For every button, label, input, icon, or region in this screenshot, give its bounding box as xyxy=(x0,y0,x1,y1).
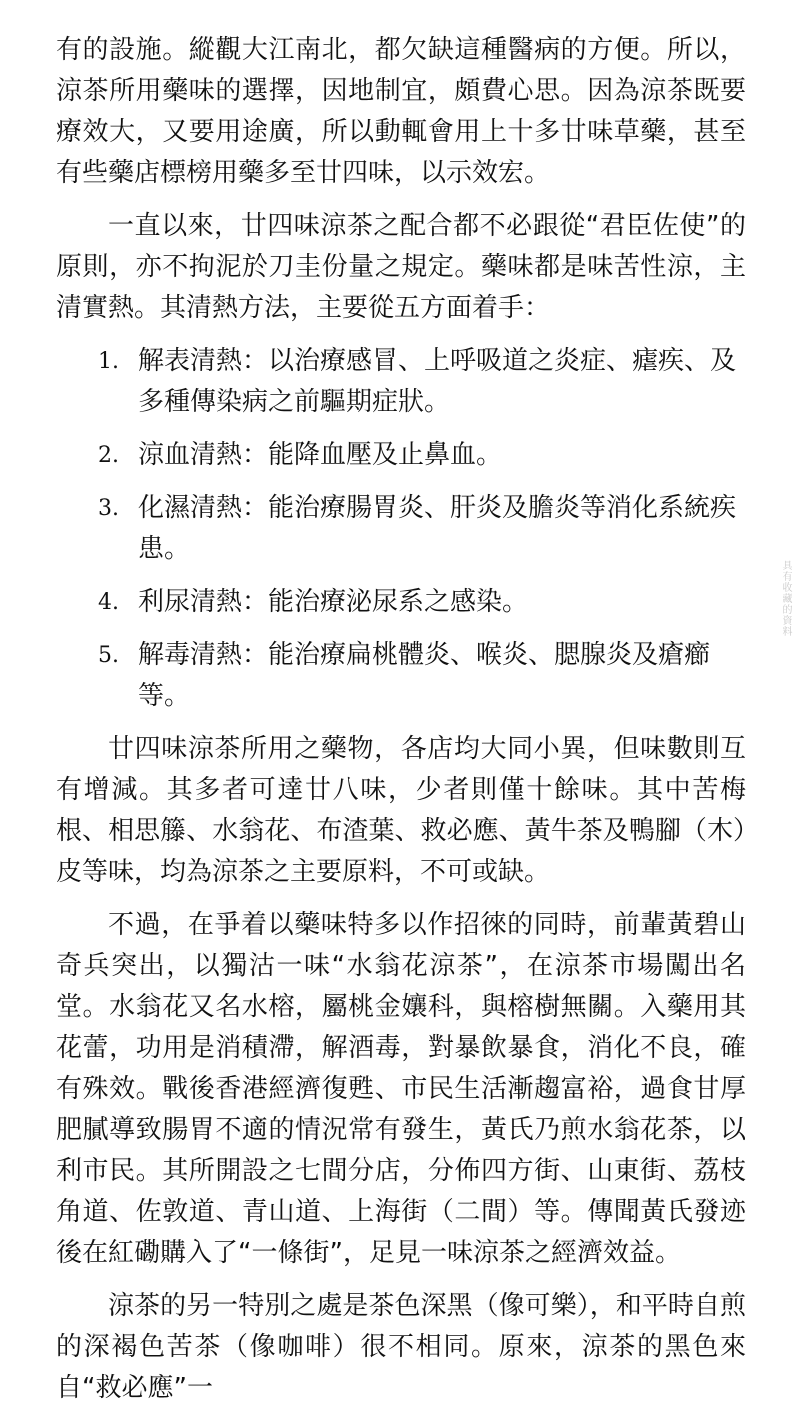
list-item xyxy=(56,341,746,423)
list-number: 2. xyxy=(98,443,119,468)
list-number: 3. xyxy=(98,496,119,521)
list-item xyxy=(56,582,746,623)
paragraph-3: 廿四味涼茶所用之藥物，各店均大同小異，但味數則互有增減。其多者可達廿八味，少者則僅十餘味。其中苦梅根、相思籐、水翁花、布渣葉、救必應、黃牛茶及鴨腳（木）皮等味，均為涼茶之主要原料，不可或缺。 xyxy=(56,734,746,887)
side-watermark: 具有收藏的資料 xyxy=(780,560,791,637)
body-text xyxy=(56,30,746,1409)
paragraph-1: 有的設施。縱觀大江南北，都欠缺這種醫病的方便。所以，涼茶所用藥味的選擇，因地制宜，頗費心思。因為涼茶既要療效大，又要用途廣，所以動輒會用上十多廿味草藥，甚至有些藥店標榜用藥多至廿四味，以示效宏。 xyxy=(56,35,746,188)
list-item xyxy=(56,435,746,476)
list-text: 解表清熱：以治療感冒、上呼吸道之炎症、瘧疾、及多種傳染病之前驅期症狀。 xyxy=(138,346,737,417)
list-number: 4. xyxy=(98,590,119,615)
list-text: 利尿清熱：能治療泌尿系之感染。 xyxy=(138,587,529,617)
list-number: 5. xyxy=(98,643,119,668)
list-text: 解毒清熱：能治療扁桃體炎、喉炎、腮腺炎及瘡癤等。 xyxy=(138,640,711,711)
paragraph-4: 不過，在爭着以藥味特多以作招徠的同時，前輩黃碧山奇兵突出，以獨沽一味“水翁花涼茶”，在涼茶市場闖出名堂。水翁花又名水榕，屬桃金孃科，與榕樹無關。入藥用其花蕾，功用是消積滯，解酒毒，對暴飲暴食，消化不良，確有殊效。戰後香港經濟復甦、市民生活漸趨富裕，過食甘厚肥膩導致腸胃不適的情況常有發生，黃氏乃煎水翁花茶，以利市民。其所開設之七間分店，分佈四方街、山東街、荔枝角道、佐敦道、青山道、上海街（二間）等。傳聞黃氏發迹後在紅磡購入了“一條街”，足見一味涼茶之經濟效益。 xyxy=(56,910,746,1268)
list-number: 1. xyxy=(98,349,119,374)
list-text: 涼血清熱：能降血壓及止鼻血。 xyxy=(138,440,503,470)
paragraph-5: 涼茶的另一特別之處是茶色深黑（像可樂），和平時自煎的深褐色苦茶（像咖啡）很不相同。原來，涼茶的黑色來自“救必應”一 xyxy=(56,1291,746,1403)
heat-clearing-methods-list xyxy=(56,341,746,717)
list-text: 化濕清熱：能治療腸胃炎、肝炎及膽炎等消化系統疾患。 xyxy=(138,493,737,564)
list-item xyxy=(56,488,746,570)
paragraph-2: 一直以來，廿四味涼茶之配合都不必跟從“君臣佐使”的原則，亦不拘泥於刀圭份量之規定。藥味都是味苦性涼，主清實熱。其清熱方法，主要從五方面着手： xyxy=(56,211,746,323)
list-item xyxy=(56,635,746,717)
